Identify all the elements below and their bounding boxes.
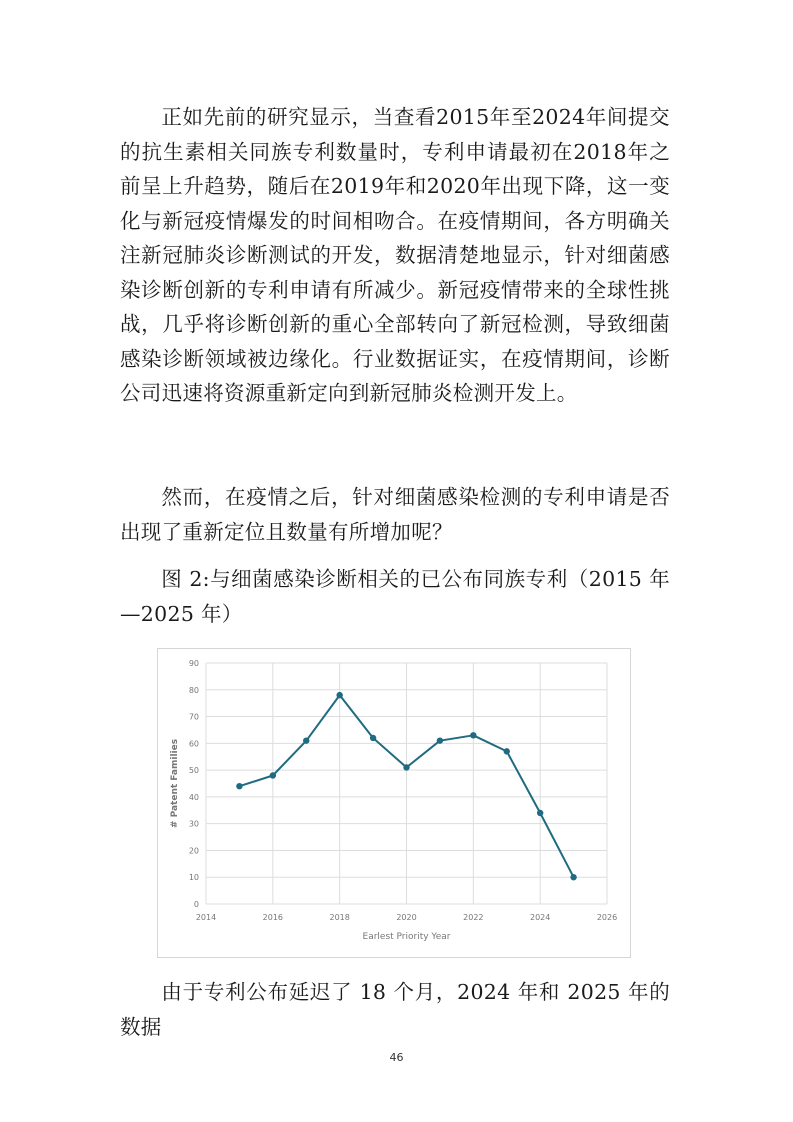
paragraph-1-text: 正如先前的研究显示，当查看2015年至2024年间提交的抗生素相关同族专利数量时，专利申请最初在2018年之前呈上升趋势，随后在2019年和2020年出现下降，这一变化与新冠疫情爆发的时间相吻合。在疫情期间，各方明确关注新冠肺炎诊断测试的开发，数据清楚地显示，针对细菌感染诊断创新的专利申请有所减少。新冠疫情带来的全球性挑战，几乎将诊断创新的重心全部转向了新冠检测，导致细菌感染诊断领域被边缘化。行业数据证实，在疫情期间，诊断公司迅速将资源重新定向到新冠肺炎检测开发上。 bbox=[120, 105, 670, 405]
y-axis-label: # Patent Families bbox=[170, 738, 180, 829]
x-tick-label: 2022 bbox=[463, 913, 484, 922]
y-tick-label: 10 bbox=[188, 873, 199, 883]
chart-axes bbox=[189, 659, 617, 922]
data-point bbox=[537, 810, 543, 816]
data-point bbox=[504, 748, 510, 754]
patent-families-chart bbox=[157, 648, 631, 958]
y-tick-label: 50 bbox=[188, 766, 199, 776]
figure-caption bbox=[120, 562, 670, 631]
x-tick-label: 2024 bbox=[529, 913, 551, 922]
y-tick-label: 20 bbox=[188, 846, 199, 856]
chart-canvas bbox=[158, 649, 630, 957]
data-point bbox=[437, 737, 443, 743]
paragraph-2 bbox=[120, 480, 670, 549]
data-point bbox=[570, 874, 576, 880]
y-tick-label: 0 bbox=[193, 900, 199, 909]
x-tick-label: 2016 bbox=[262, 913, 284, 922]
data-point bbox=[336, 692, 342, 698]
y-tick-label: 90 bbox=[188, 659, 199, 668]
data-point bbox=[403, 764, 409, 770]
data-point bbox=[270, 772, 276, 778]
paragraph-3-text: 由于专利公布延迟了 18 个月，2024 年和 2025 年的数据 bbox=[120, 980, 670, 1039]
data-point bbox=[370, 735, 376, 741]
paragraph-3 bbox=[120, 975, 670, 1044]
y-tick-label: 40 bbox=[188, 792, 199, 802]
x-tick-label: 2026 bbox=[596, 913, 618, 922]
paragraph-1 bbox=[120, 100, 670, 411]
y-tick-label: 30 bbox=[188, 819, 199, 829]
page-number: 46 bbox=[389, 1051, 404, 1064]
data-point bbox=[236, 783, 242, 789]
figure-caption-text: 图 2:与细菌感染诊断相关的已公布同族专利（2015 年—2025 年） bbox=[120, 567, 670, 626]
y-tick-label: 60 bbox=[188, 739, 199, 749]
x-tick-label: 2018 bbox=[329, 913, 350, 922]
x-tick-label: 2014 bbox=[195, 913, 217, 922]
data-point bbox=[303, 737, 309, 743]
y-tick-label: 80 bbox=[188, 685, 199, 695]
data-point bbox=[470, 732, 476, 738]
y-tick-label: 70 bbox=[188, 712, 199, 722]
paragraph-2-text: 然而，在疫情之后，针对细菌感染检测的专利申请是否出现了重新定位且数量有所增加呢？ bbox=[120, 485, 670, 544]
x-axis-label: Earlest Priority Year bbox=[362, 932, 451, 942]
x-tick-label: 2020 bbox=[396, 913, 417, 922]
chart-grid bbox=[206, 663, 607, 904]
